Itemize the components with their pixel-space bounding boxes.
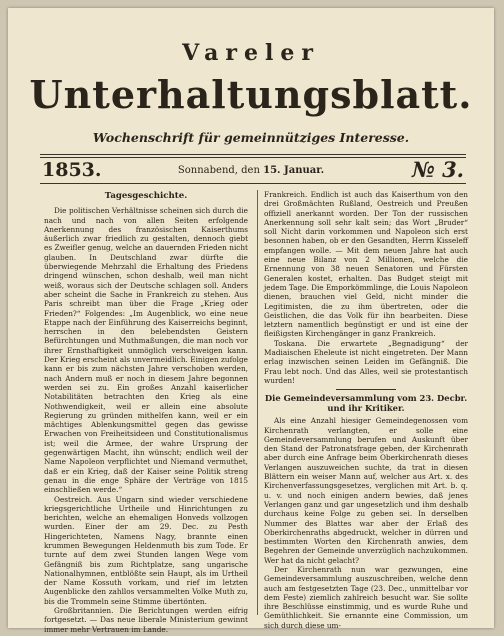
section-heading-text: Die Gemeindeversammlung vom 23. Decbr. und ihr Kritiker.: [264, 393, 468, 414]
issue-number: № 3.: [411, 157, 464, 182]
header-rule-top-2: [40, 157, 466, 158]
masthead-subtitle: Wochenschrift für gemeinnütziges Interesse.: [92, 130, 410, 145]
article-paragraph: Als eine Anzahl hiesiger Gemeindegenossen vom Kirchenrath verlangten, er solle eine Gemeindeversammlung berufen und Auskunft über den Stand der Patronatsfrage geben, der Kirchenrath aber durch eine Anfrage beim Oberkirchenrath dieses Verlangen auszuweichen suchte, da trat in diesen Blättern ein weiser Mann auf, welcher aus Art. x. des Kirchenverfassungsgesetzes, verglichen mit Art. b. q. u. v. und noch einigen andern bewies, daß jenes Verlangen ganz und gar ungesetzlich und ihm deshalb durchaus keine Folge zu geben sei. In derselben Nummer des Blattes war aber der Erlaß des Oberkirchenraths abgedruckt, welcher in dürren und bestimmten Worten den Kirchenrath anwies, dem Begehren der Gemeinde unverzüglich nachzukommen. Wer hat da nicht gelacht?: [264, 416, 468, 565]
header-rule-top: [40, 154, 466, 155]
article-paragraph-oestreich: Oestreich. Aus Ungarn sind wieder verschiedene kriegsgerichtliche Urtheile und Hinrichtungen zu berichten, welche an ehemaligen Honveds vollzogen wurden. Einer der am 29. Dec. zu Pesth Hingerichteten, Namens Nagy, brannte einen krummen Bewegungen Heldenmuth bis zum Tode. Er turnte auf dem zwei Stunden langen Wege vom Gefängniß bis zum Richtplatze, sang ungarische Nationalhymnen, entblößte sein Haupt, als im Urtheil der Name Kossuth vorkam, und rief im letzten Augenblicke den zahllos versammelten Volke Muth zu, bis die Trommeln seine Stimme übertönten.: [44, 494, 248, 606]
article-paragraph: Der Kirchenrath nun war gezwungen, eine Gemeindeversammlung auszuschreiben, welche denn auch am festgesetzten Tage (23. Dec., unmittelbar vor dem Feste) ziemlich zahlreich besucht war. Sie sollte ihre Beschlüsse einstimmig, und es wurde Ruhe und Gemüthlichkeit. Sie ernannte eine Commission, um sich durch diese um-: [264, 564, 468, 630]
header-rule-bottom: [40, 183, 466, 184]
issue-year: 1853.: [42, 159, 102, 181]
masthead-line1: Vareler: [182, 40, 320, 66]
right-column: [264, 190, 468, 630]
masthead-title: Unterhaltungsblatt.: [29, 72, 473, 117]
newspaper-page: [8, 8, 494, 634]
issue-date-value: 15. Januar.: [263, 165, 325, 176]
left-column: [44, 190, 248, 634]
section-heading-tagesgeschichte: Tagesgeschichte.: [104, 191, 188, 201]
column-divider: [257, 190, 258, 615]
article-paragraph: Die politischen Verhältnisse scheinen sich durch die nach und nach von allen Seiten erfolgende Anerkennung des französischen Kaiserthums äußerlich zwar friedlich zu gestalten, dennoch giebt es Zweifler genug, welche an dauernden Frieden nicht glauben. In Deutschland zwar dürfte die überwiegende Mehrzahl die Erhaltung des Friedens dringend wünschen, schon deshalb, weil man nicht weiß, woraus sich der Deutsche schlagen soll. Anders aber scheint die Sache in Frankreich zu stehen. Aus Paris schreibt man über die Frage „Krieg oder Frieden?“ Folgendes: „Im Augenblick, wo eine neue Etappe nach der Einführung des Kaiserreichs beginnt, herrschen in den belebendsten Geistern Befürchtungen und Muthmaßungen, die man noch vor ihrer Ernsthaftigkeit unmöglich verschweigen kann. Der Krieg erscheint als unvermeidlich. Einigen zufolge kann er bis zum nächsten Jahre verschoben werden, nach Andern muß er noch in diesem Jahre begonnen werden sei zu. Ein großes Anzahl kaiserlicher Notabilitäten betrachten den Krieg als eine Nothwendigkeit, weil er allein eine absolute Regierung zu gründen mithelfen kann, weil er ein mächtiges Ablenkungsmittel gegen das gewisse Erwachen von Freiheitsideen und Constitutionalismus ist; weil die Armee, der wahre Ursprung der gegenwärtigen Macht, ihn wünscht; endlich weil der Name Napoleon verpflichtet und Niemand vermuthet, daß er ein Krieg, daß der Kaiser seine Politik streng genau in die enge Sphäre der Verträge von 1815 einschließen werde.“: [44, 206, 248, 495]
article-paragraph-frankreich: Frankreich. Endlich ist auch das Kaiserthum von den drei Großmächten Rußland, Oestreich und Preußen offiziell anerkannt worden. Der Ton der russischen Anerkennung soll sehr kalt sein; das Wort „Bruder“ soll Nicht darin vorkommen und Napoleon sich erst besonnen haben, ob er den Gesandten, Herrn Kisseleff empfangen wolle. — Mit dem neuen Jahre hat auch eine neue Bilanz von 2 Millionen, welche die Ernennung von 38 neuen Senatoren und Fürsten Generalen kostet, erhalten. Das Budget steigt mit jedem Tage. Die Emporkömmlinge, die Louis Napoleon dienen, brauchen viel Geld, nicht minder die Legitimisten, die zu ihm übertreten, oder die Geistlichen, die das Volk für ihn bearbeiten. Diese letztern namentlich begünstigt er und ist eine der fleißigsten Kirchengänger in ganz Frankreich.: [264, 190, 468, 339]
section-heading-gemeindeversammlung: [264, 389, 468, 413]
heading-rule: [336, 389, 396, 390]
issue-date-prefix: Sonnabend, den: [177, 165, 260, 176]
article-paragraph-grossbritannien: Großbritannien. Die Berichtungen werden eifrig fortgesetzt. — Das neue liberale Ministerium gewinnt immer mehr Vertrauen im Lande.: [44, 606, 248, 634]
article-paragraph-toskana: Toskana. Die erwartete „Begnadigung“ der Madiaischen Eheleute ist nicht eingetreten. Der Mann erlag inzwischen seinen Leiden im Gefängniß. Die Frau lebt noch. Und das Alles, weil sie protestantisch wurden!: [264, 338, 468, 385]
